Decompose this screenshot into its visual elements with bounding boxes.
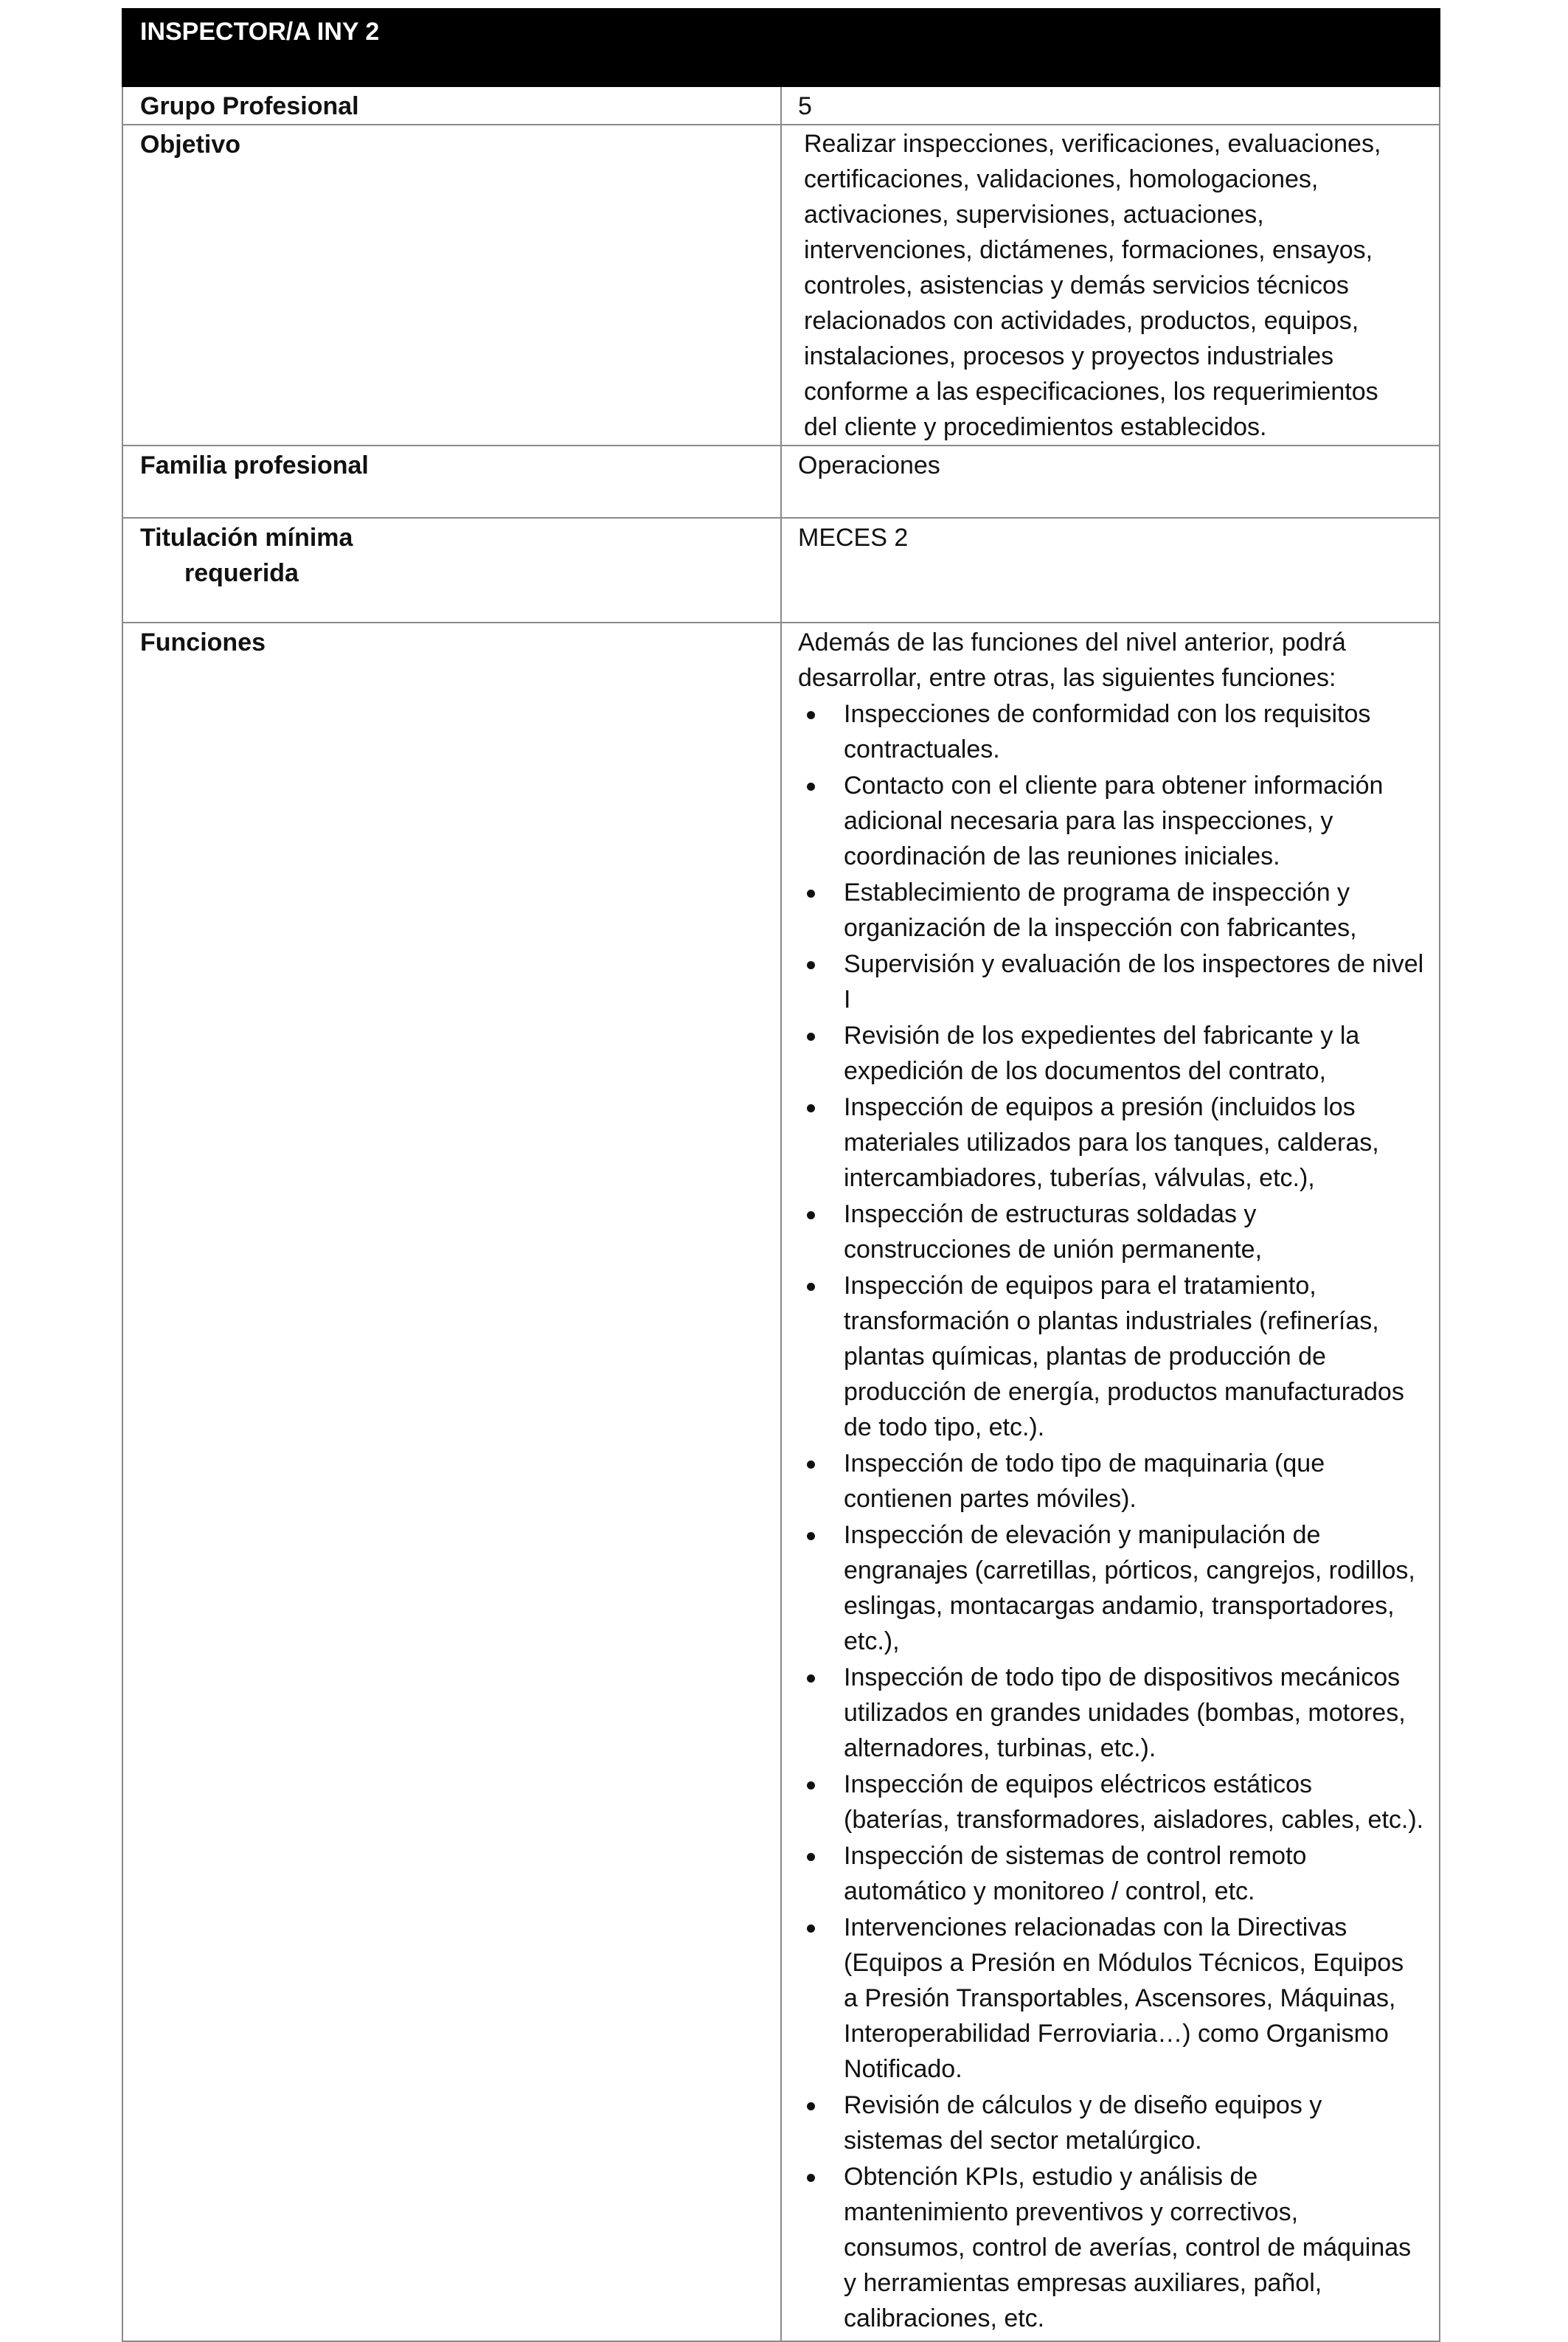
bullet-icon [807,1532,815,1540]
familia-value: Operaciones [781,446,1440,518]
bullet-icon [807,890,815,898]
funcion-item [798,946,1424,1017]
funcion-text: Inspección de sistemas de control remoto automático y monitoreo / control, etc. [844,1842,1307,1905]
objetivo-value: Realizar inspecciones, verificaciones, evaluaciones, certificaciones, validaciones, homologaciones, activaciones, supervisiones, actuaciones, intervenciones, dictámenes, formaciones, ensayos, controles, asistencias y demás servicios técnicos relacionados con actividades, productos, equipos, instalaciones, procesos y proyectos industriales conforme a las especificaciones, los requerimientos del cliente y procedimientos establecidos. [781,125,1440,446]
funcion-item [798,768,1424,874]
funcion-text: Revisión de cálculos y de diseño equipos y sistemas del sector metalúrgico. [844,2091,1322,2155]
funcion-text: Inspección de estructuras soldadas y construcciones de unión permanente, [844,1200,1263,1264]
job-profile-sheet [122,8,1440,2342]
bullet-icon [807,1033,815,1041]
job-profile-table [122,8,1440,2342]
funcion-item [798,1446,1424,1517]
funcion-item [798,1018,1424,1089]
titulacion-label-line1: Titulación mínima [140,524,353,552]
grupo-value: 5 [781,86,1440,125]
funcion-item [798,1268,1424,1445]
funciones-row [122,623,1440,2341]
job-title: INSPECTOR/A INY 2 [122,9,1440,86]
funcion-text: Supervisión y evaluación de los inspectores de nivel I [844,950,1424,1014]
titulacion-value: MECES 2 [781,518,1440,623]
funcion-text: Inspección de todo tipo de maquinaria (que contienen partes móviles). [844,1449,1325,1513]
bullet-icon [807,1853,815,1861]
funcion-text: Inspección de equipos eléctricos estáticos (baterías, transformadores, aisladores, cables, etc.). [844,1770,1424,1834]
funcion-item [798,2088,1424,2158]
funcion-text: Inspección de equipos a presión (incluidos los materiales utilizados para los tanques, calderas, intercambiadores, tuberías, válvulas, etc.), [844,1093,1379,1192]
bullet-icon [807,783,815,791]
grupo-row [122,86,1440,125]
funcion-text: Inspección de elevación y manipulación de engranajes (carretillas, pórticos, cangrejos, rodillos, eslingas, montacargas andamio, transportadores, etc.), [844,1521,1415,1655]
bullet-icon [807,1461,815,1469]
titulacion-row [122,518,1440,623]
funcion-item [798,1838,1424,1909]
funcion-text: Contacto con el cliente para obtener información adicional necesaria para las inspecciones, y coordinación de las reuniones iniciales. [844,772,1384,870]
funciones-label: Funciones [122,623,781,2341]
grupo-label: Grupo Profesional [122,86,781,125]
funciones-intro: Además de las funciones del nivel anterior, podrá desarrollar, entre otras, las siguientes funciones: [798,628,1346,692]
funcion-text: Inspección de equipos para el tratamiento, transformación o plantas industriales (refinerías, plantas químicas, plantas de producción de producción de energía, productos manufacturados de todo tipo, etc.). [844,1272,1404,1441]
bullet-icon [807,1104,815,1112]
funcion-item [798,1196,1424,1267]
funcion-text: Inspecciones de conformidad con los requisitos contractuales. [844,700,1371,763]
objetivo-row [122,125,1440,446]
titulacion-label [122,518,781,623]
funcion-text: Inspección de todo tipo de dispositivos mecánicos utilizados en grandes unidades (bombas, motores, alternadores, turbinas, etc.). [844,1663,1406,1762]
objetivo-label: Objetivo [122,125,781,446]
bullet-icon [807,961,815,969]
funcion-item [798,1660,1424,1766]
funcion-text: Revisión de los expedientes del fabricante y la expedición de los documentos del contrato, [844,1022,1360,1085]
bullet-icon [807,2102,815,2110]
funcion-item [798,1089,1424,1196]
bullet-icon [807,1674,815,1683]
bullet-icon [807,1211,815,1219]
bullet-icon [807,1283,815,1291]
titulacion-label-line2: requerida [184,559,299,587]
funcion-item [798,696,1424,767]
title-row [122,9,1440,86]
bullet-icon [807,2174,815,2182]
familia-label: Familia profesional [122,446,781,518]
funcion-item [798,1517,1424,1659]
bullet-icon [807,1781,815,1790]
funcion-text: Intervenciones relacionadas con la Directivas (Equipos a Presión en Módulos Técnicos, Equipos a Presión Transportables, Ascensores, Máquinas, Interoperabilidad Ferroviaria…) como Organismo Notificado. [844,1913,1404,2083]
funcion-text: Establecimiento de programa de inspección y organización de la inspección con fabricantes, [844,879,1357,942]
funcion-item [798,1767,1424,1837]
bullet-icon [807,711,815,719]
familia-row [122,446,1440,518]
funciones-value [781,623,1440,2341]
funcion-item [798,2159,1424,2336]
funcion-item [798,1910,1424,2087]
funciones-list [798,696,1424,2336]
funcion-item [798,875,1424,946]
bullet-icon [807,1924,815,1933]
funcion-text: Obtención KPIs, estudio y análisis de mantenimiento preventivos y correctivos, consumos, control de averías, control de máquinas y herramientas empresas auxiliares, pañol, calibraciones, etc. [844,2163,1412,2332]
